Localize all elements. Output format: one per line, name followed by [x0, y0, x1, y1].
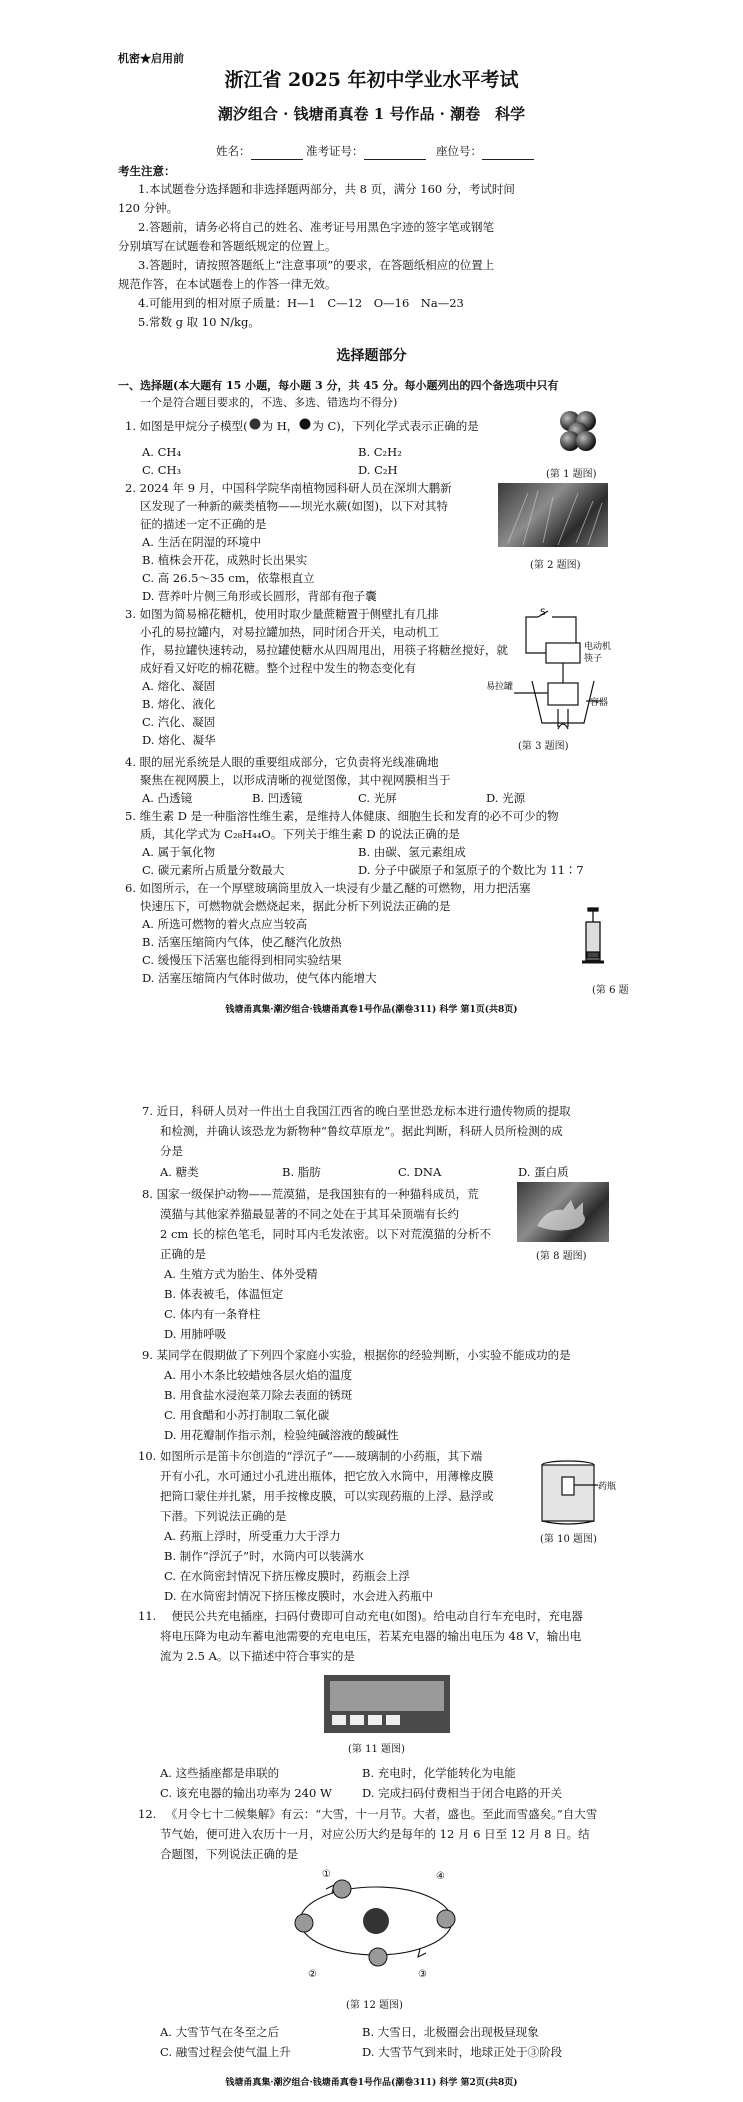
earth-position-icon	[437, 1910, 455, 1928]
q7-option-c: C. DNA	[398, 1165, 442, 1179]
q1-option-c: C. CH₃	[142, 463, 182, 477]
q2-option-c: C. 高 26.5～35 cm，依靠根直立	[142, 571, 315, 585]
q10-line: 把筒口蒙住并扎紧，用手按橡皮膜，可以实现药瓶的上浮、悬浮或	[160, 1489, 494, 1503]
page-gap	[0, 1020, 743, 1085]
q7-line: 7. 近日，科研人员对一件出土自我国江西省的晚白垩世恐龙标本进行遗传物质的提取	[142, 1104, 571, 1118]
q11-option-c: C. 该充电器的输出功率为 240 W	[160, 1786, 332, 1800]
instruction-line: 一个是符合题目要求的，不选、多选、错选均不得分)	[140, 396, 398, 409]
q6-line: 6. 如图所示，在一个厚壁玻璃筒里放入一块浸有少量乙醚的可燃物，用力把活塞	[125, 881, 531, 895]
notice-line: 1.本试题卷分选择题和非选择题两部分，共 8 页，满分 160 分，考试时间	[138, 182, 515, 196]
q2-line: 2. 2024 年 9 月，中国科学院华南植物园科研人员在深圳大鹏新	[125, 481, 452, 495]
q3-line: 小孔的易拉罐内，对易拉罐加热，同时闭合开关，电动机工	[140, 625, 439, 639]
q2-option-a: A. 生活在阴湿的环境中	[142, 535, 262, 549]
exam-number-label: 准考证号：	[306, 144, 364, 158]
notice-line: 4.可能用到的相对原子质量：H—1 C—12 O—16 Na—23	[138, 296, 464, 310]
q6-option-d: D. 活塞压缩筒内气体时做功，使气体内能增大	[142, 971, 377, 985]
h-atom-icon	[248, 418, 262, 430]
container-label: 容器	[590, 698, 609, 708]
q10-line: 10. 如图所示是笛卡尔创造的“浮沉子”——玻璃制的小药瓶，其下端	[138, 1449, 483, 1463]
exam-page-1	[0, 0, 743, 1020]
q11-line: 将电压降为电动车蓄电池需要的充电电压，若某充电器的输出电压为 48 V，输出电	[160, 1629, 582, 1643]
q4-line: 聚焦在视网膜上，以形成清晰的视觉图像，其中视网膜相当于	[140, 773, 451, 787]
instruction-line: 一、选择题(本大题有 15 小题，每小题 3 分，共 45 分。每小题列出的四个备选项中只有	[118, 379, 559, 392]
q7-option-a: A. 糖类	[160, 1165, 199, 1179]
q9-option-c: C. 用食醋和小苏打制取二氧化碳	[164, 1408, 330, 1422]
notice-line: 120 分钟。	[118, 201, 179, 215]
q11-line: 11. 便民公共充电插座，扫码付费即可自动充电(如图)。给电动自行车充电时，充电器	[138, 1609, 583, 1623]
q10-option-a: A. 药瓶上浮时，所受重力大于浮力	[164, 1529, 341, 1543]
q12-option-d: D. 大雪节气到来时，地球正处于③阶段	[362, 2045, 563, 2059]
q7-line: 和检测，并确认该恐龙为新物种“鲁纹草原龙”。据此判断，科研人员所检测的成	[160, 1124, 563, 1138]
q10-option-c: C. 在水筒密封情况下挤压橡皮膜时，药瓶会上浮	[164, 1569, 410, 1583]
q2-line: 征的描述一定不正确的是	[140, 517, 267, 531]
q1-option-d: D. C₂H	[358, 463, 398, 477]
q5-option-d: D. 分子中碳原子和氢原子的个数比为 11∶7	[358, 863, 584, 877]
page-footer: 钱塘甬真集·潮汐组合·钱塘甬真卷1号作品(潮卷311) 科学 第1页(共8页)	[225, 1005, 518, 1015]
q2-caption: (第 2 题图)	[530, 560, 581, 571]
q8-option-a: A. 生殖方式为胎生、体外受精	[164, 1267, 318, 1281]
q4-option-b: B. 凹透镜	[252, 791, 303, 805]
fern-photo	[498, 483, 608, 547]
q3-option-c: C. 汽化、凝固	[142, 715, 216, 729]
q6-option-a: A. 所选可燃物的着火点应当较高	[142, 917, 308, 931]
q10-line: 下潜。下列说法正确的是	[160, 1509, 287, 1523]
q7-option-b: B. 脂肪	[282, 1165, 321, 1179]
earth-position-icon	[333, 1880, 351, 1898]
desert-cat-photo	[517, 1182, 609, 1242]
q4-option-a: A. 凸透镜	[142, 791, 193, 805]
q3-option-a: A. 熔化、凝固	[142, 679, 216, 693]
q12-line: 12. 《月令七十二候集解》有云：“大雪，十一月节。大者，盛也。至此而雪盛矣。”自大雪	[138, 1807, 598, 1821]
orbit-marker: ④	[436, 1871, 445, 1882]
methane-model-icon	[553, 405, 603, 453]
motor-label: 电动机	[584, 642, 612, 652]
orbit-marker: ③	[418, 1969, 427, 1980]
q5-line: 质，其化学式为 C₂₈H₄₄O。下列关于维生素 D 的说法正确的是	[140, 827, 460, 841]
q10-caption: (第 10 题图)	[540, 1534, 597, 1545]
q11-line: 流为 2.5 A。以下描述中符合事实的是	[160, 1649, 355, 1663]
q9-option-d: D. 用花瓣制作指示剂，检验纯碱溶液的酸碱性	[164, 1428, 399, 1442]
notice-line: 规范作答，在本试题卷上的作答一律无效。	[118, 277, 337, 291]
q8-option-c: C. 体内有一条脊柱	[164, 1307, 261, 1321]
cartesian-diver-diagram	[534, 1457, 624, 1527]
q2-option-d: D. 营养叶片侧三角形或长圆形，背部有孢子囊	[142, 589, 377, 603]
notice-title: 考生注意：	[118, 164, 176, 178]
earth-position-icon	[295, 1914, 313, 1932]
q12-option-b: B. 大雪日，北极圈会出现极昼现象	[362, 2025, 539, 2039]
earth-position-icon	[369, 1948, 387, 1966]
q2-option-b: B. 植株会开花，成熟时长出果实	[142, 553, 308, 567]
earth-orbit-diagram	[286, 1865, 466, 1985]
q8-line: 漠猫与其他家养猫最显著的不同之处在于其耳朵顶端有长约	[160, 1207, 459, 1221]
orbit-marker: ②	[308, 1969, 317, 1980]
q8-line: 2 cm 长的棕色笔毛，同时耳内毛发浓密。以下对荒漠猫的分析不	[160, 1227, 491, 1241]
secret-mark: 机密★启用前	[118, 52, 184, 65]
page-footer: 钱塘甬真集·潮汐组合·钱塘甬真卷1号作品(潮卷311) 科学 第2页(共8页)	[225, 2078, 518, 2088]
q1-option-a: A. CH₄	[142, 445, 182, 459]
seat-number-label: 座位号：	[436, 144, 482, 158]
q4-option-c: C. 光屏	[358, 791, 397, 805]
q8-line: 正确的是	[160, 1247, 206, 1261]
notice-line: 分别填写在试题卷和答题纸规定的位置上。	[118, 239, 337, 253]
q3-line: 成好看又好吃的棉花糖。整个过程中发生的物态变化有	[140, 661, 416, 675]
q3-line: 作，易拉罐快速转动，易拉罐使糖水从四周甩出，用筷子将糖丝搅好，就	[140, 643, 508, 657]
q8-option-d: D. 用肺呼吸	[164, 1327, 227, 1341]
q7-option-d: D. 蛋白质	[518, 1165, 569, 1179]
switch-label: S	[540, 608, 546, 618]
q11-option-d: D. 完成扫码付费相当于闭合电路的开关	[362, 1786, 563, 1800]
q5-option-c: C. 碳元素所占质量分数最大	[142, 863, 285, 877]
q6-caption: (第 6 题	[592, 985, 629, 996]
exam-subtitle: 潮汐组合 · 钱塘甬真卷 1 号作品 · 潮卷 科学	[217, 105, 526, 123]
q3-line: 3. 如图为简易棉花糖机，使用时取少量蔗糖置于侧壁扎有几排	[125, 607, 439, 621]
can-label: 易拉罐	[486, 682, 514, 692]
q10-option-d: D. 在水筒密封情况下挤压橡皮膜时，水会进入药瓶中	[164, 1589, 434, 1603]
notice-line: 5.常数 g 取 10 N/kg。	[138, 315, 260, 329]
vial-label: 药瓶	[598, 1482, 617, 1492]
q11-option-b: B. 充电时，化学能转化为电能	[362, 1766, 516, 1780]
q5-option-a: A. 属于氧化物	[142, 845, 216, 859]
seat-number-field[interactable]	[436, 143, 534, 160]
q6-line: 快速压下，可燃物就会燃烧起来，据此分析下列说法正确的是	[140, 899, 451, 913]
cotton-candy-machine-diagram	[486, 605, 616, 740]
q8-caption: (第 8 题图)	[536, 1251, 587, 1262]
q3-option-b: B. 熔化、液化	[142, 697, 216, 711]
q11-option-a: A. 这些插座都是串联的	[160, 1766, 280, 1780]
q8-option-b: B. 体表被毛，体温恒定	[164, 1287, 284, 1301]
c-atom-icon	[298, 418, 312, 430]
name-field[interactable]	[216, 143, 303, 160]
orbit-marker: ①	[322, 1869, 331, 1880]
q6-option-c: C. 缓慢压下活塞也能得到相同实验结果	[142, 953, 342, 967]
chopsticks-label: 筷子	[584, 654, 603, 664]
q10-option-b: B. 制作“浮沉子”时，水筒内可以装满水	[164, 1549, 365, 1563]
q10-line: 开有小孔，水可通过小孔进出瓶体，把它放入水筒中，用薄橡皮膜	[160, 1469, 494, 1483]
glass-tube-diagram	[578, 906, 608, 970]
q5-line: 5. 维生素 D 是一种脂溶性维生素，是维持人体健康、细胞生长和发育的必不可少的物	[125, 809, 559, 823]
q12-line: 节气始，便可进入农历十一月，对应公历大约是每年的 12 月 6 日至 12 月 8 日。结	[160, 1827, 590, 1841]
sun-icon	[363, 1908, 389, 1934]
q1-caption: (第 1 题图)	[546, 469, 597, 480]
q12-option-c: C. 融雪过程会使气温上升	[160, 2045, 291, 2059]
name-label: 姓名：	[216, 144, 251, 158]
q9-option-b: B. 用食盐水浸泡菜刀除去表面的锈斑	[164, 1388, 353, 1402]
notice-line: 3.答题时，请按照答题纸上“注意事项”的要求，在答题纸相应的位置上	[138, 258, 495, 272]
q6-option-b: B. 活塞压缩筒内气体，使乙醚汽化放热	[142, 935, 342, 949]
q2-line: 区发现了一种新的蕨类植物——坝光水蕨(如图)，以下对其特	[140, 499, 448, 513]
q3-caption: (第 3 题图)	[518, 741, 569, 752]
q5-option-b: B. 由碳、氢元素组成	[358, 845, 466, 859]
exam-page-2	[0, 1085, 743, 2102]
q4-line: 4. 眼的屈光系统是人眼的重要组成部分，它负责将光线准确地	[125, 755, 439, 769]
q1-option-b: B. C₂H₂	[358, 445, 402, 459]
exam-title: 浙江省 2025 年初中学业水平考试	[224, 69, 519, 91]
q9-option-a: A. 用小木条比较蜡烛各层火焰的温度	[164, 1368, 353, 1382]
exam-number-field[interactable]	[306, 143, 426, 160]
q12-caption: (第 12 题图)	[346, 2000, 403, 2011]
q1-stem: 1. 如图是甲烷分子模型( 为 H， 为 C)，下列化学式表示正确的是	[125, 419, 479, 433]
q4-option-d: D. 光源	[486, 791, 526, 805]
q3-option-d: D. 熔化、凝华	[142, 733, 216, 747]
charging-socket-photo	[324, 1675, 450, 1733]
q11-caption: (第 11 题图)	[348, 1744, 405, 1755]
q7-line: 分是	[160, 1144, 183, 1158]
section-title: 选择题部分	[336, 348, 407, 364]
q12-line: 合题图，下列说法正确的是	[160, 1847, 298, 1861]
q9-line: 9. 某同学在假期做了下列四个家庭小实验，根据你的经验判断，小实验不能成功的是	[142, 1348, 571, 1362]
notice-line: 2.答题前，请务必将自己的姓名、准考证号用黑色字迹的签字笔或钢笔	[138, 220, 494, 234]
q8-line: 8. 国家一级保护动物——荒漠猫，是我国独有的一种猫科成员，荒	[142, 1187, 479, 1201]
q12-option-a: A. 大雪节气在冬至之后	[160, 2025, 280, 2039]
